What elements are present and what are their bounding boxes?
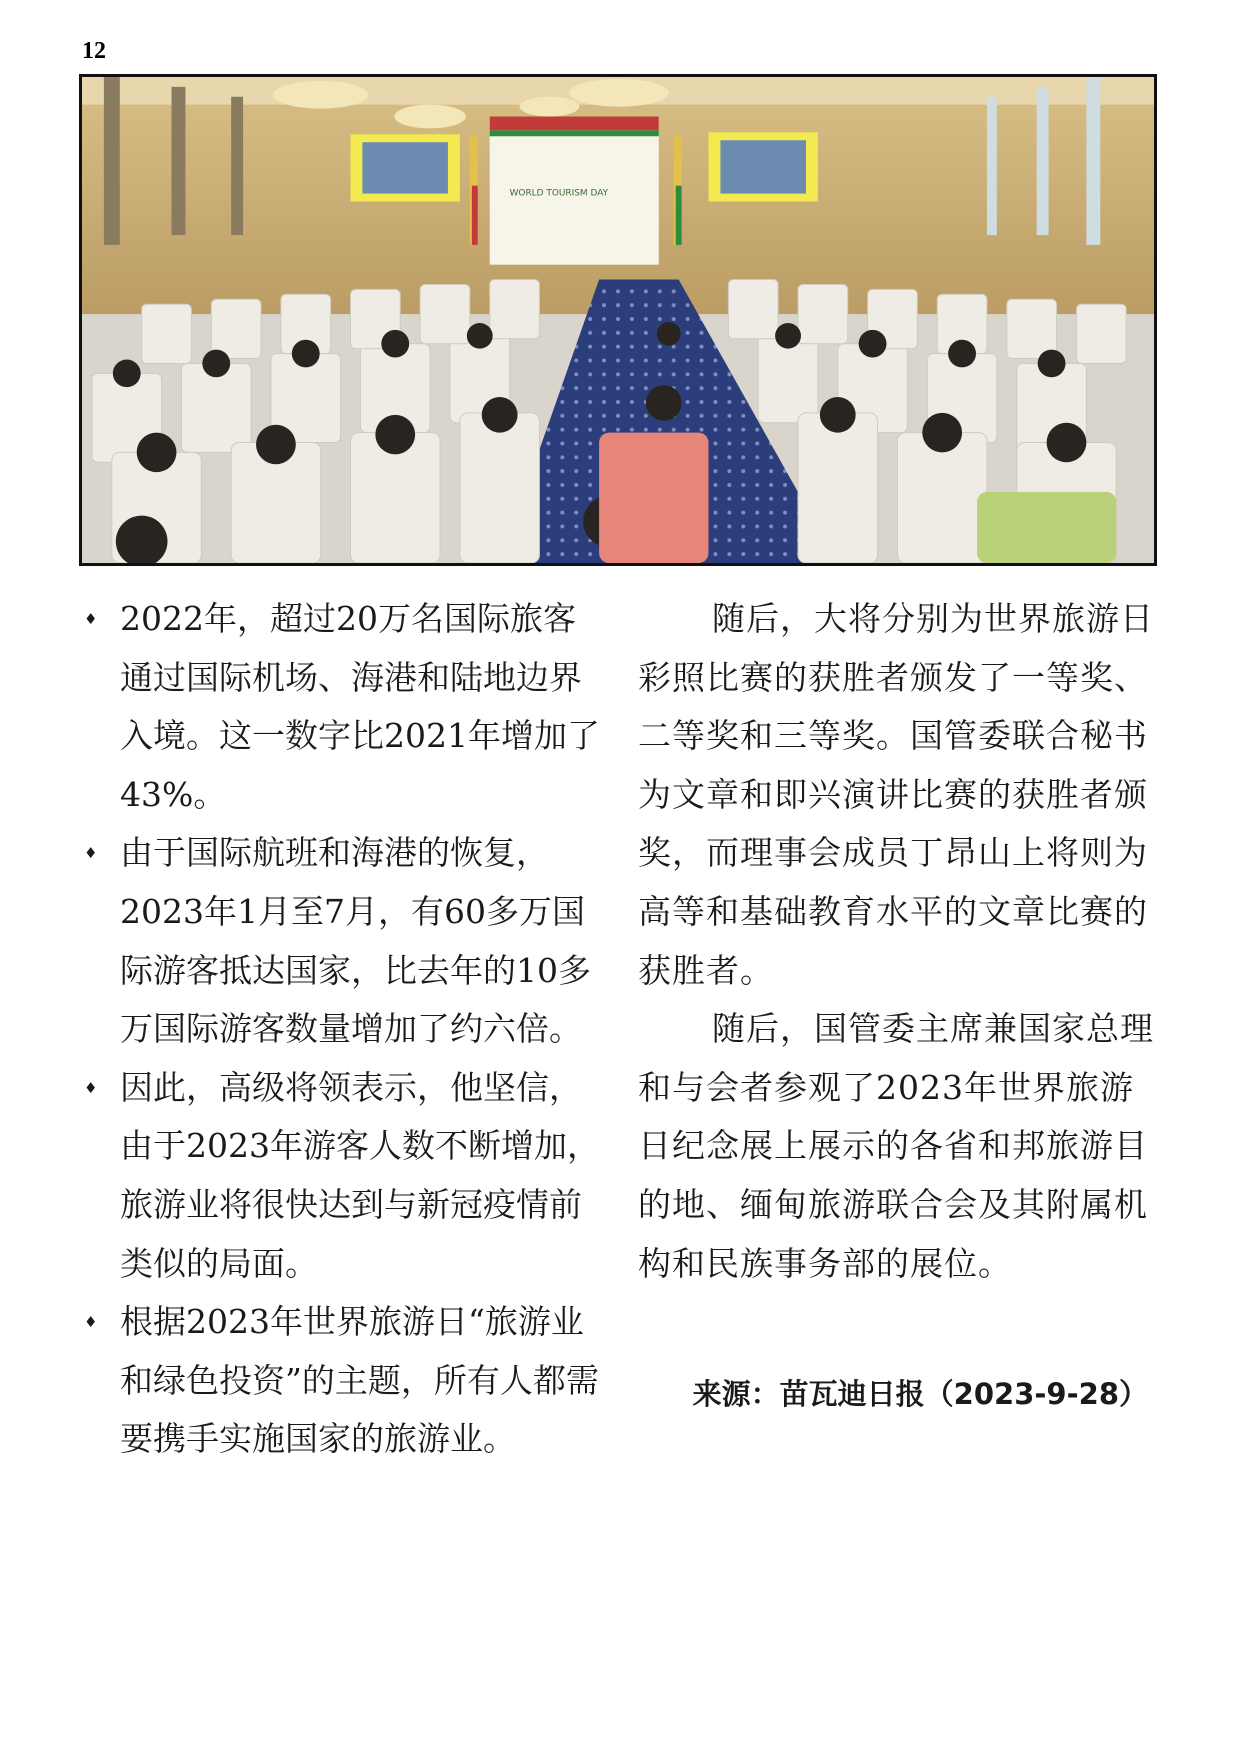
list-item: ♦ 根据2023年世界旅游日“旅游业和绿色投资”的主题，所有人都需要携手实施国家的旅游业。: [82, 1293, 602, 1469]
conference-hall-photo-icon: [82, 77, 1154, 563]
left-column: [82, 590, 602, 1469]
source-citation: 来源：苗瓦迪日报（2023-9-28）: [692, 1377, 1148, 1411]
banner-text: WORLD TOURISM DAY: [509, 188, 609, 199]
list-item: ♦ 2022年，超过20万名国际旅客通过国际机场、海港和陆地边界入境。这一数字比2021年增加了43%。: [82, 590, 602, 824]
conference-hall-photo: [79, 74, 1157, 566]
list-item: ♦ 由于国际航班和海港的恢复，2023年1月至7月，有60多万国际游客抵达国家，比去年的10多万国际游客数量增加了约六倍。: [82, 824, 602, 1058]
paragraph-awards: 随后，大将分别为世界旅游日彩照比赛的获胜者颁发了一等奖、二等奖和三等奖。国管委联合秘书为文章和即兴演讲比赛的获胜者颁奖，而理事会成员丁昂山上将则为高等和基础教育水平的文章比赛的获胜者。: [638, 599, 1154, 990]
page-number: 12: [82, 38, 106, 64]
right-column: [638, 590, 1158, 1293]
bullet-list: [82, 590, 602, 1469]
paragraph-exhibition: 随后，国管委主席兼国家总理和与会者参观了2023年世界旅游日纪念展上展示的各省和邦旅游目的地、缅甸旅游联合会及其附属机构和民族事务部的展位。: [638, 1009, 1154, 1283]
list-item: ♦ 因此，高级将领表示，他坚信，由于2023年游客人数不断增加，旅游业将很快达到与新冠疫情前类似的局面。: [82, 1059, 602, 1293]
